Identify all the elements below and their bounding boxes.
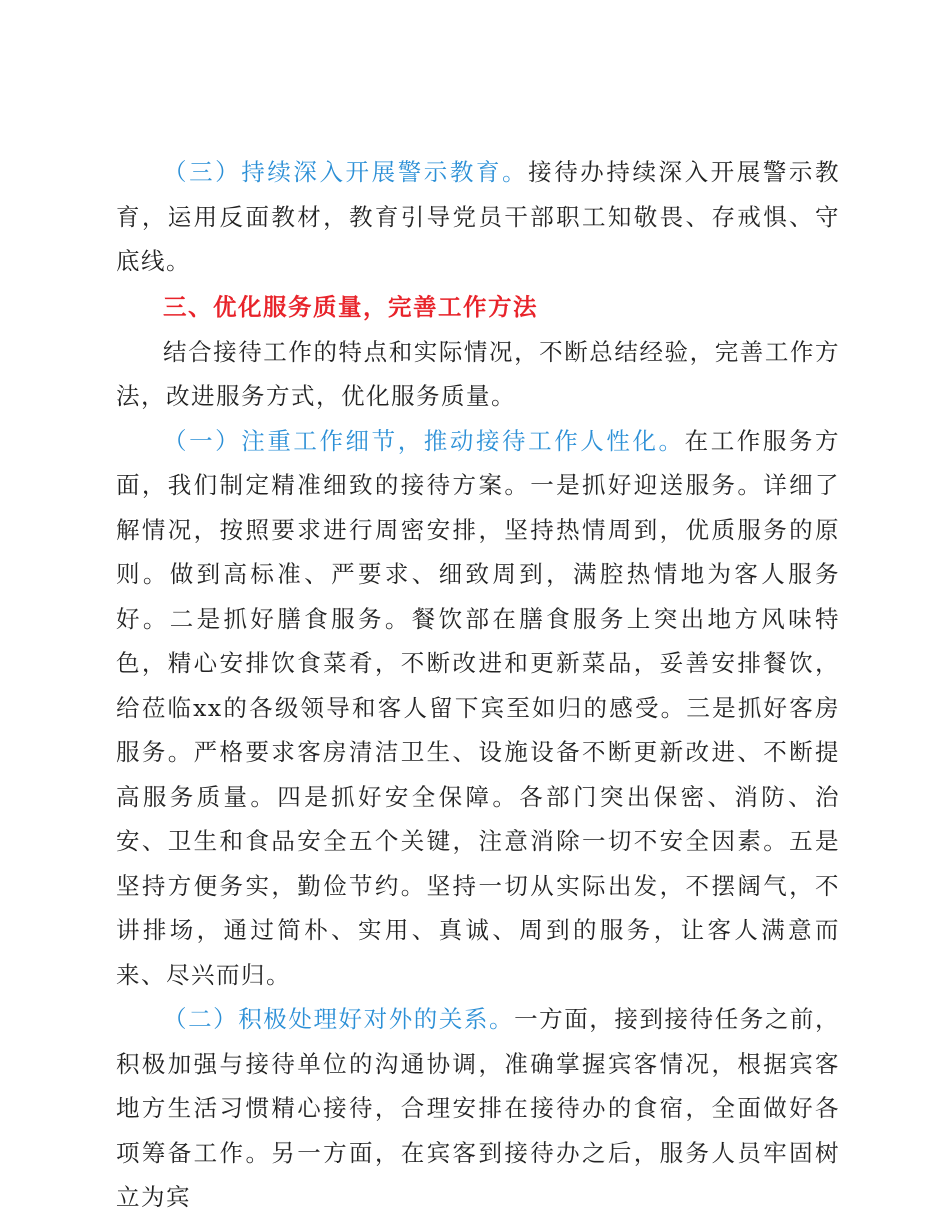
paragraph-body: 结合接待工作的特点和实际情况，不断总结经验，完善工作方法，改进服务方式，优化服务质量。 — [116, 337, 840, 410]
paragraph-intro — [116, 330, 840, 419]
paragraph-work-details — [116, 419, 840, 998]
paragraph-body: 接待办持续深入开展警示教育，运用反面教材，教育引导党员干部职工知敬畏、存戒惧、守底线。 — [116, 158, 841, 275]
paragraph-external-relations — [116, 997, 840, 1220]
subsection-title-external-relations: （二）积极处理好对外的关系。 — [163, 1005, 515, 1033]
subsection-title-warning-education: （三）持续深入开展警示教育。 — [163, 158, 529, 186]
paragraph-warning-education — [116, 150, 840, 284]
section-heading-service-quality: 三、优化服务质量，完善工作方法 — [163, 292, 538, 321]
paragraph-body: 一方面，接到接待任务之前，积极加强与接待单位的沟通协调，准确掌握宾客情况，根据宾客地方生活习惯精心接待，合理安排在接待办的食宿，全面做好各项筹备工作。另一方面，在宾客到接待办之后，服务人员牢固树立为宾 — [116, 1005, 841, 1211]
paragraph-body: 在工作服务方面，我们制定精准细致的接待方案。一是抓好迎送服务。详细了解情况，按照要求进行周密安排，坚持热情周到，优质服务的原则。做到高标准、严要求、细致周到，满腔热情地为客人服务好。二是抓好膳食服务。餐饮部在膳食服务上突出地方风味特色，精心安排饮食菜肴，不断改进和更新菜品，妥善安排餐饮，给莅临xx的各级领导和客人留下宾至如归的感受。三是抓好客房服务。严格要求客房清洁卫生、设施设备不断更新改进、不断提高服务质量。四是抓好安全保障。各部门突出保密、消防、治安、卫生和食品安全五个关键，注意消除一切不安全因素。五是坚持方便务实，勤俭节约。坚持一切从实际出发，不摆阔气，不讲排场，通过简朴、实用、真诚、周到的服务，让客人满意而来、尽兴而归。 — [116, 426, 841, 989]
subsection-title-work-details: （一）注重工作细节，推动接待工作人性化。 — [163, 426, 685, 455]
